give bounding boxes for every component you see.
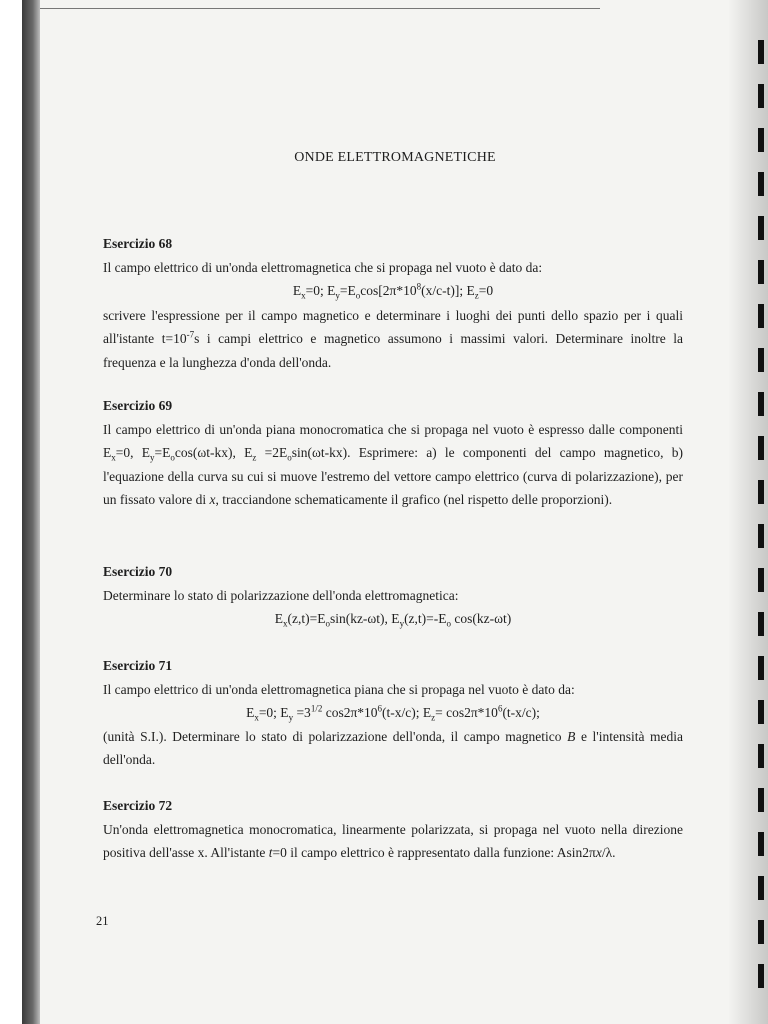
scan-top-line bbox=[40, 8, 600, 9]
binding-mark bbox=[758, 480, 764, 504]
exercise-text: Un'onda elettromagnetica monocromatica, linearmente polarizzata, si propaga nel vuoto nella direzione positiva dell'asse x. All'istante t=0 il campo elettrico è rappresentato dalla funzione: Asin2πx/λ. bbox=[103, 821, 683, 860]
binding-mark bbox=[758, 392, 764, 416]
binding-mark bbox=[758, 832, 764, 856]
binding-mark bbox=[758, 84, 764, 108]
page-title: ONDE ELETTROMAGNETICHE bbox=[294, 150, 496, 165]
binding-mark bbox=[758, 260, 764, 284]
binding-mark bbox=[758, 304, 764, 328]
exercise-70 bbox=[103, 560, 683, 631]
exercise-formula: $E_x=0$; $E_y =3^{1/2}$ $\cos 2\pi*10^6(t-x/c)$; $E_z= \cos 2\pi*10^6(t-x/c)$; bbox=[246, 703, 540, 723]
binding-mark bbox=[758, 568, 764, 592]
exercise-heading: Esercizio 70 bbox=[103, 564, 173, 579]
exercise-heading: Esercizio 71 bbox=[103, 658, 173, 673]
binding-mark bbox=[758, 348, 764, 372]
exercise-text: scrivere l'espressione per il campo magnetico e determinare i luoghi dei punti dello spazio per i quali all'istante $t=10^{-7}s$ i campi elettrico e magnetico assumono i massimi valori. Determinare inoltre la frequenza e la lunghezza d'onda dell'onda. bbox=[103, 307, 684, 370]
binding-mark bbox=[758, 128, 764, 152]
exercise-text: (unità S.I.). Determinare lo stato di polarizzazione dell'onda, il campo magnetico B e l'intensità media dell'onda. bbox=[103, 728, 684, 767]
binding-mark bbox=[758, 216, 764, 240]
exercise-heading: Esercizio 68 bbox=[103, 236, 173, 251]
exercise-69 bbox=[103, 394, 683, 512]
binding-mark bbox=[758, 612, 764, 636]
exercise-text: Il campo elettrico di un'onda piana monocromatica che si propaga nel vuoto è espresso dalle componenti $E_x=0$, $E_y=E_o\cos(\omega t-kx)$, $E_z =2E_o\sin(\omega t-kx)$. Esprimere: a) le componenti del campo magnetico, b) l'equazione della curva su cui si muove l'estremo del vettore campo elettrico (curva di polarizzazione), per un fissato valore di x, tracciandone schematicamente il grafico (nel rispetto delle proporzioni). bbox=[103, 421, 683, 507]
exercise-text: Il campo elettrico di un'onda elettromagnetica che si propaga nel vuoto è dato da: bbox=[103, 259, 543, 275]
exercise-text: Il campo elettrico di un'onda elettromagnetica piana che si propaga nel vuoto è dato da: bbox=[103, 681, 575, 697]
binding-mark bbox=[758, 40, 764, 64]
binding-mark bbox=[758, 964, 764, 988]
exercise-68 bbox=[103, 232, 683, 374]
binding-mark bbox=[758, 876, 764, 900]
exercise-heading: Esercizio 69 bbox=[103, 398, 173, 413]
binding-mark bbox=[758, 172, 764, 196]
exercise-71 bbox=[103, 654, 683, 772]
binding-mark bbox=[758, 436, 764, 460]
exercise-formula: $E_x=0$; $E_y=E_o\cos[2\pi*10^8(x/c-t)]$; $E_z=0$ bbox=[292, 281, 494, 301]
binding-mark bbox=[758, 744, 764, 768]
exercise-heading: Esercizio 72 bbox=[103, 798, 173, 813]
exercise-72 bbox=[103, 794, 683, 865]
binding-mark bbox=[758, 656, 764, 680]
binding-mark bbox=[758, 920, 764, 944]
binding-mark bbox=[758, 788, 764, 812]
exercise-formula: $E_x(z,t)=E_o\sin(kz-\omega t)$, $E_y(z,t)=-E_o$ cos(kz-ωt) bbox=[274, 611, 512, 629]
exercise-text: Determinare lo stato di polarizzazione dell'onda elettromagnetica: bbox=[103, 587, 459, 603]
binding-mark bbox=[758, 524, 764, 548]
binding-mark bbox=[758, 700, 764, 724]
page-number: 21 bbox=[96, 914, 109, 928]
